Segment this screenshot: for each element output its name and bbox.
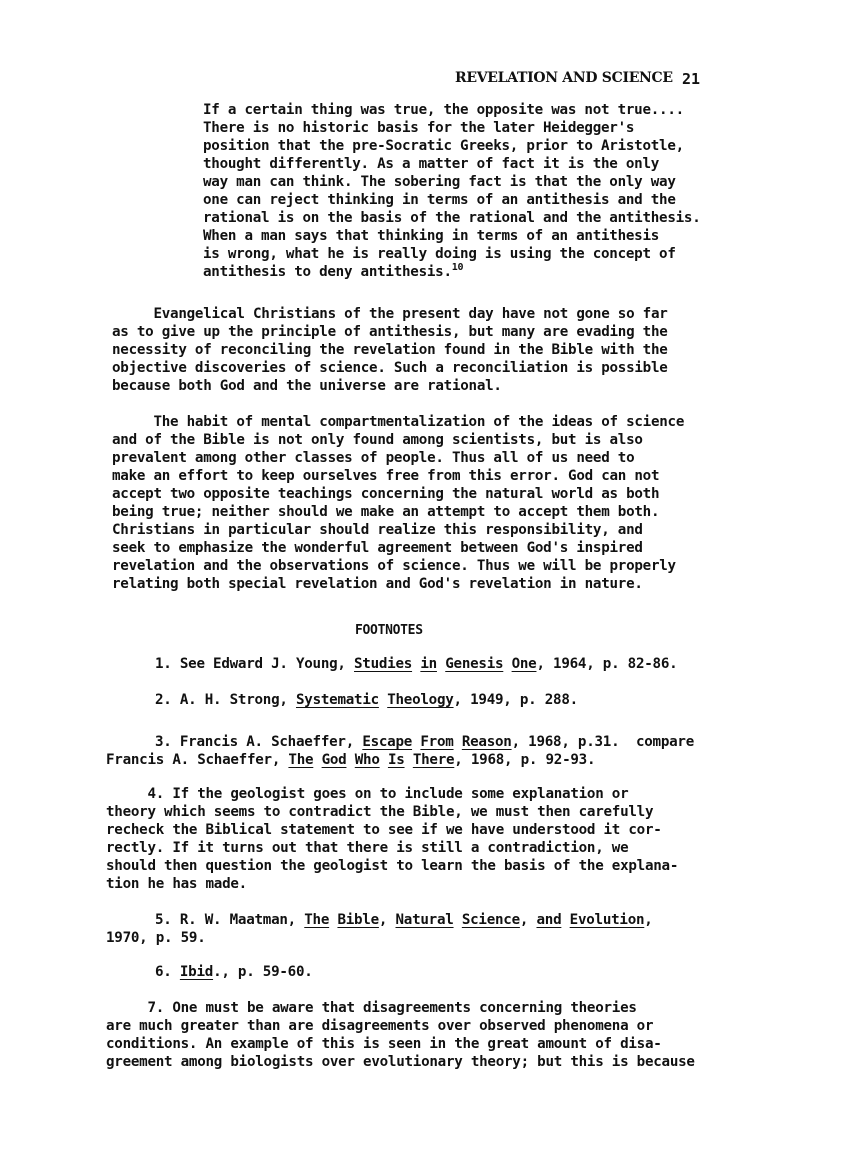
footnote-text: ,	[378, 912, 396, 928]
paragraph-line: as to give up the principle of antithesis, but many are evading the	[112, 324, 668, 340]
running-header: REVELATION AND SCIENCE	[455, 70, 673, 86]
paragraph-line: The habit of mental compartmentalization of the ideas of science	[112, 414, 685, 430]
book-title: God	[321, 752, 347, 768]
paragraph-line: being true; neither should we make an attempt to accept them both.	[112, 504, 660, 520]
paragraph-line: make an effort to keep ourselves free from this error. God can not	[112, 468, 660, 484]
book-title: Reason	[461, 734, 512, 750]
quote-line: is wrong, what he is really doing is using the concept of	[203, 246, 676, 262]
book-title: Systematic	[295, 692, 379, 708]
book-title: There	[412, 752, 455, 768]
footnote-text: ., p. 59-60.	[213, 964, 313, 980]
quote-line: rational is on the basis of the rational and the antithesis.	[203, 210, 701, 226]
book-title: and	[536, 912, 562, 928]
quote-line: If a certain thing was true, the opposite was not true....	[203, 102, 684, 118]
paragraph-line: accept two opposite teachings concerning the natural world as both	[112, 486, 660, 502]
footnote-3	[155, 734, 694, 751]
footnote-text: ,	[519, 912, 537, 928]
book-title: Science	[461, 912, 520, 928]
footnote-3-continuation	[106, 752, 595, 769]
footnote-text	[313, 752, 321, 768]
page-number: 21	[682, 70, 701, 88]
book-title: Who	[354, 752, 380, 768]
footnote-text	[437, 656, 445, 672]
footnote-text: See Edward J. Young,	[179, 656, 355, 672]
quote-line: There is no historic basis for the later Heidegger's	[203, 120, 635, 136]
footnote-text	[454, 912, 462, 928]
book-title: The	[304, 912, 330, 928]
footnote-text	[346, 752, 354, 768]
book-title: Bible	[337, 912, 379, 928]
footnote-text	[405, 752, 413, 768]
footnote-text	[561, 912, 569, 928]
footnote-line: recheck the Biblical statement to see if we have understood it cor-	[106, 822, 662, 838]
paragraph-line: seek to emphasize the wonderful agreement between God's inspired	[112, 540, 643, 556]
quote-line: thought differently. As a matter of fact it is the only	[203, 156, 660, 172]
quote-line: position that the pre-Socratic Greeks, prior to Aristotle,	[203, 138, 684, 154]
footnote-text	[379, 692, 387, 708]
footnote-line: are much greater than are disagreements over observed phenomena or	[106, 1018, 654, 1034]
footnote-2	[155, 692, 578, 709]
footnote-line: 7. One must be aware that disagreements concerning theories	[106, 1000, 637, 1016]
book-title: Is	[387, 752, 405, 768]
paragraph-line: Christians in particular should realize this responsibility, and	[112, 522, 643, 538]
footnote-line: tion he has made.	[106, 876, 247, 892]
book-title: Theology	[387, 692, 454, 708]
footnotes-heading: FOOTNOTES	[355, 623, 423, 638]
paragraph-line: relating both special revelation and God's revelation in nature.	[112, 576, 643, 592]
book-title: Evolution	[569, 912, 645, 928]
footnote-text: , 1949, p. 288.	[453, 692, 578, 708]
footnote-text	[503, 656, 511, 672]
book-title: The	[288, 752, 314, 768]
footnote-1	[155, 656, 677, 673]
footnote-text	[454, 734, 462, 750]
paragraph-line: necessity of reconciling the revelation found in the Bible with the	[112, 342, 668, 358]
footnote-line: greement among biologists over evolutionary theory; but this is because	[106, 1054, 695, 1070]
footnote-line: theory which seems to contradict the Bible, we must then carefully	[106, 804, 654, 820]
footnote-text	[380, 752, 388, 768]
book-title: Natural	[395, 912, 454, 928]
quote-text: antithesis to deny antithesis.	[203, 264, 452, 280]
footnote-5	[155, 912, 653, 929]
book-title: Escape	[362, 734, 413, 750]
footnote-text: Francis A. Schaeffer,	[106, 752, 289, 768]
paragraph-line: because both God and the universe are rational.	[112, 378, 502, 394]
book-title: From	[420, 734, 454, 750]
paragraph-line: revelation and the observations of science. Thus we will be properly	[112, 558, 676, 574]
footnote-number: 5.	[155, 912, 172, 928]
footnote-text: Francis A. Schaeffer,	[179, 734, 363, 750]
footnote-line: should then question the geologist to learn the basis of the explana-	[106, 858, 679, 874]
book-title: Genesis	[445, 656, 504, 672]
footnote-5-continuation: 1970, p. 59.	[106, 930, 206, 946]
paragraph-line: Evangelical Christians of the present day have not gone so far	[112, 306, 668, 322]
book-title: Studies	[354, 656, 413, 672]
paragraph-line: and of the Bible is not only found among scientists, but is also	[112, 432, 643, 448]
footnote-line: 4. If the geologist goes on to include some explanation or	[106, 786, 629, 802]
footnote-text: , 1968, p.31. compare	[511, 734, 694, 750]
footnote-line: conditions. An example of this is seen in the great amount of disa-	[106, 1036, 662, 1052]
footnote-number: 1.	[155, 656, 172, 672]
paragraph-line: objective discoveries of science. Such a reconciliation is possible	[112, 360, 668, 376]
quote-line: way man can think. The sobering fact is that the only way	[203, 174, 676, 190]
book-title: One	[511, 656, 537, 672]
book-title: Ibid	[179, 964, 214, 980]
footnote-number: 2.	[155, 692, 172, 708]
quote-line: one can reject thinking in terms of an antithesis and the	[203, 192, 676, 208]
footnote-text: R. W. Maatman,	[179, 912, 305, 928]
paragraph-line: prevalent among other classes of people. Thus all of us need to	[112, 450, 635, 466]
quote-line: When a man says that thinking in terms of an antithesis	[203, 228, 660, 244]
footnote-reference: 10	[451, 262, 464, 273]
footnote-text: , 1964, p. 82-86.	[536, 656, 678, 672]
book-title: in	[420, 656, 437, 672]
footnote-text: ,	[644, 912, 653, 928]
footnote-number: 3.	[155, 734, 172, 750]
footnote-6	[155, 964, 313, 981]
footnote-line: rectly. If it turns out that there is still a contradiction, we	[106, 840, 629, 856]
footnote-number: 6.	[155, 964, 172, 980]
footnote-text: A. H. Strong,	[179, 692, 296, 708]
quote-line	[203, 264, 463, 282]
footnote-text: , 1968, p. 92-93.	[454, 752, 596, 768]
